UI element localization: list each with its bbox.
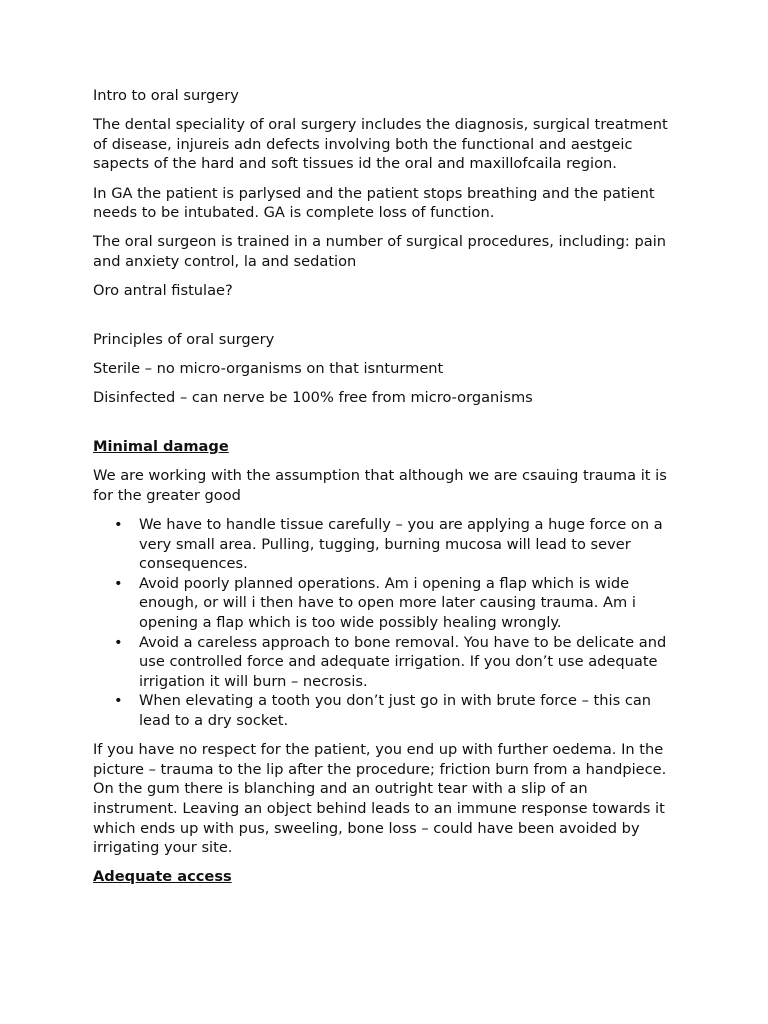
list-item-text: We have to handle tissue carefully – you are applying a huge force on a very small area. Pulling, tugging, burning mucosa will lead to sever consequences. xyxy=(139,516,663,573)
minimal-damage-intro: We are working with the assumption that although we are csauing trauma it is for the greater good xyxy=(93,467,667,504)
principles-item-sterile: Sterile – no micro-organisms on that isnturment xyxy=(93,360,444,378)
list-item xyxy=(114,574,672,633)
intro-paragraph-3: The oral surgeon is trained in a number of surgical procedures, including: pain and anxiety control, la and sedation xyxy=(93,233,667,270)
intro-paragraph-1: The dental speciality of oral surgery includes the diagnosis, surgical treatment of disease, injureis adn defects involving both the functional and aestgeic sapects of the hard and soft tissues id the oral and maxillofcaila region. xyxy=(93,116,668,173)
minimal-damage-bullet-list xyxy=(93,515,672,731)
bullet-icon: • xyxy=(114,633,123,651)
minimal-damage-heading: Minimal damage xyxy=(93,438,229,456)
list-item-text: When elevating a tooth you don’t just go in with brute force – this can lead to a dry socket. xyxy=(139,692,652,729)
principles-heading: Principles of oral surgery xyxy=(93,330,275,348)
document-title: Intro to oral surgery xyxy=(93,87,239,104)
bullet-icon: • xyxy=(114,574,123,592)
list-item-text: Avoid a careless approach to bone removal. You have to be delicate and use controlled force and adequate irrigation. If you don’t use adequate irrigation it will burn – necrosis. xyxy=(139,633,667,690)
list-item xyxy=(114,515,672,574)
minimal-damage-closing: If you have no respect for the patient, you end up with further oedema. In the picture – trauma to the lip after the procedure; friction burn from a handpiece. On the gum there is blanching and an outright tear with a slip of an instrument. Leaving an object behind leads to an immune response towards it which ends up with pus, sweeling, bone loss – could have been avoided by irrigating your site. xyxy=(93,741,667,857)
principles-item-disinfected: Disinfected – can nerve be 100% free from micro-organisms xyxy=(93,389,533,407)
blank-line xyxy=(93,310,672,330)
bullet-icon: • xyxy=(114,516,123,534)
list-item xyxy=(114,691,672,730)
list-item-text: Avoid poorly planned operations. Am i opening a flap which is wide enough, or will i then have to open more later causing trauma. Am i opening a flap which is too wide possibly healing wrongly. xyxy=(139,574,636,631)
adequate-access-heading: Adequate access xyxy=(93,868,232,886)
intro-paragraph-4: Oro antral fistulae? xyxy=(93,282,233,300)
intro-paragraph-2: In GA the patient is parlysed and the patient stops breathing and the patient needs to be intubated. GA is complete loss of function. xyxy=(93,184,655,222)
bullet-icon: • xyxy=(114,692,123,710)
blank-line xyxy=(93,417,672,437)
list-item xyxy=(114,633,672,692)
